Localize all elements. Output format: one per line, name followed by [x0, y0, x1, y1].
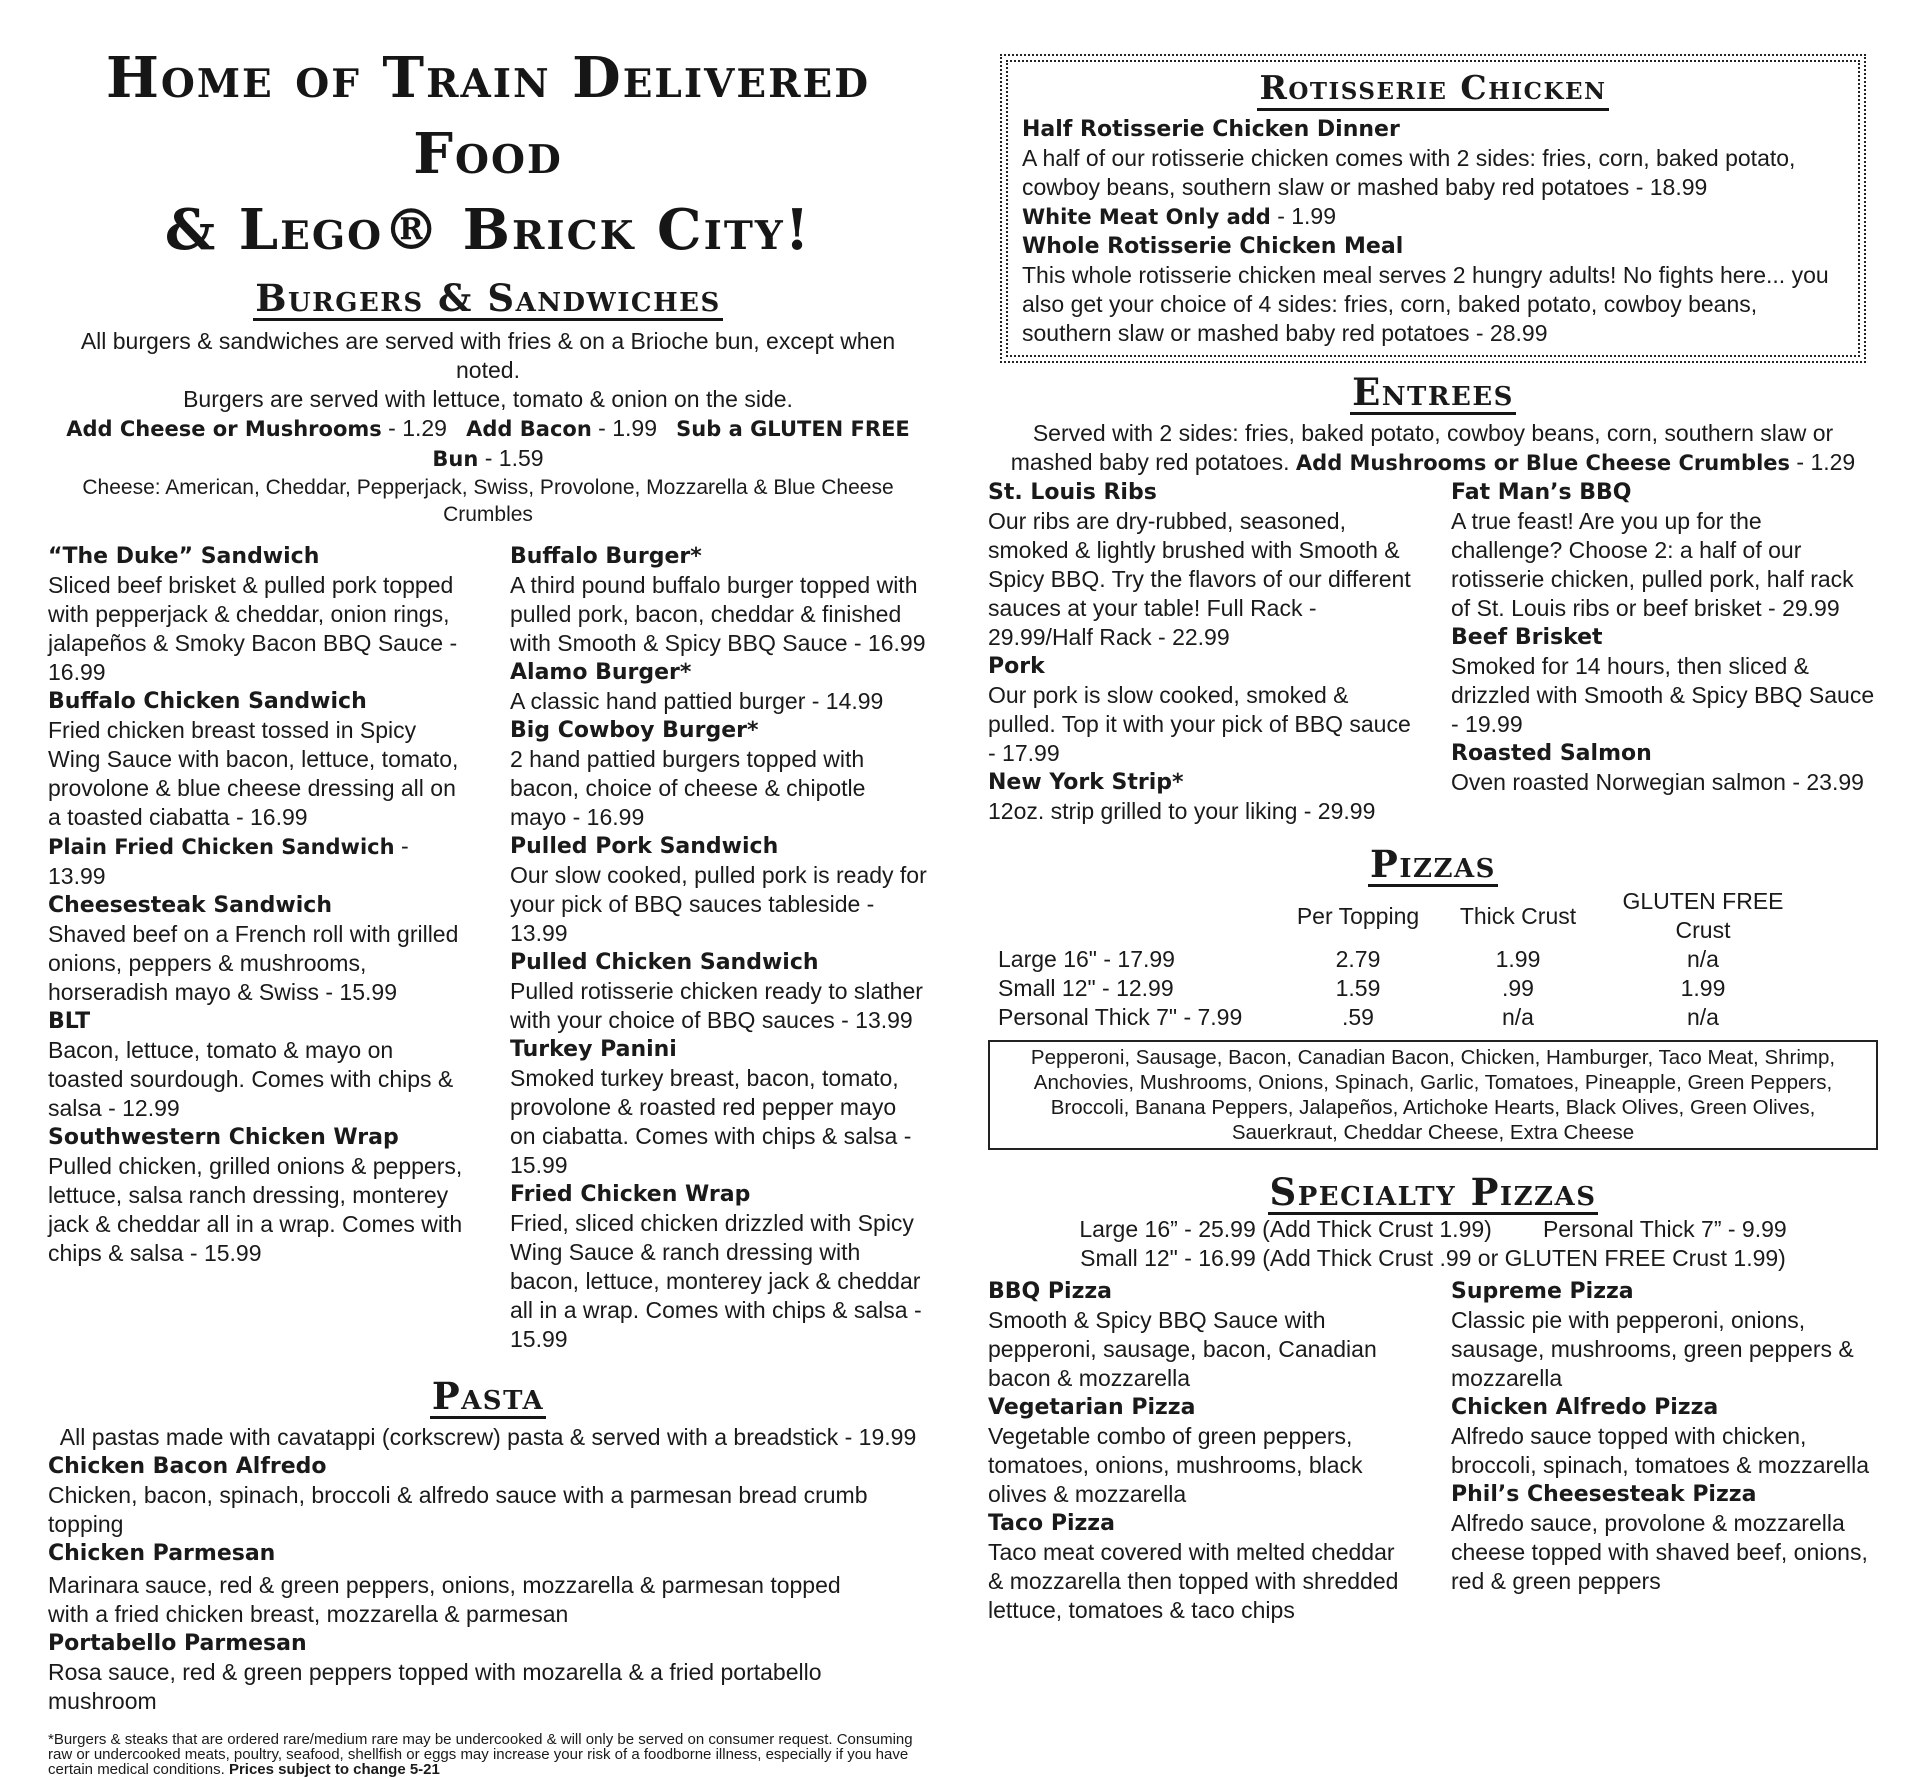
menu-item: [988, 1393, 1415, 1509]
specialty-title: Specialty Pizzas: [1269, 1170, 1597, 1214]
item-desc: Fried, sliced chicken drizzled with Spicy Wing Sauce & ranch dressing with bacon, lettuce, monterey jack & cheddar all in a wrap. Comes with chips & salsa - 15.99: [510, 1210, 922, 1352]
table-header: Per Topping: [1296, 902, 1420, 929]
table-cell: Personal Thick 7" - 7.99: [998, 1004, 1243, 1030]
item-desc: Pulled chicken, grilled onions & peppers, lettuce, salsa ranch dressing, monterey jack & cheddar all in a wrap. Comes with chips & salsa - 15.99: [48, 1153, 463, 1266]
item-name: Fried Chicken Wrap: [510, 1182, 751, 1207]
item-name: Pork: [988, 654, 1045, 679]
entree-list-right: [1443, 478, 1878, 826]
pasta-note: All pastas made with cavatappi (corkscrew) pasta & served with a breadstick - 19.99: [59, 1424, 917, 1450]
burger-list-right: [486, 542, 928, 1354]
rotisserie-box: [1000, 54, 1866, 363]
footnote-text: *Burgers & steaks that are ordered rare/medium rare may be undercooked & will only be served on consumer request. Consuming raw or undercooked meats, poultry, seafood, shellfish or eggs may increase your risk of a foodborne illness, especially if you have certain medical conditions.: [48, 1731, 913, 1778]
item-name: Buffalo Burger*: [510, 544, 702, 569]
specialty-list: [988, 1277, 1878, 1625]
addon-bacon-label: Add Bacon: [466, 417, 592, 441]
item-name: Chicken Parmesan: [48, 1541, 276, 1566]
page-title: [48, 40, 928, 268]
item-desc: Our slow cooked, pulled pork is ready for your pick of BBQ sauces tableside - 13.99: [510, 862, 927, 946]
item-desc: A true feast! Are you up for the challenge? Choose 2: a half of our rotisserie chicken, pulled pork, half rack of St. Louis ribs or beef brisket - 29.99: [1451, 508, 1854, 621]
table-cell: .59: [1342, 1004, 1374, 1030]
item-name: Turkey Panini: [510, 1037, 677, 1062]
item-desc: Our ribs are dry-rubbed, seasoned, smoked & lightly brushed with Smooth & Spicy BBQ. Try the flavors of our different sauces at your table! Full Rack - 29.99/Half Rack - 22.99: [988, 508, 1411, 650]
menu-item: [510, 658, 928, 716]
burger-list: [48, 542, 928, 1354]
title-line-1: Home of Train Delivered Food: [105, 45, 871, 187]
table-row: [998, 1003, 1813, 1032]
menu-item: [988, 1277, 1415, 1393]
item-name: Roasted Salmon: [1451, 741, 1652, 766]
menu-item: [1451, 1480, 1878, 1596]
table-cell: 1.99: [1680, 975, 1726, 1001]
item-name: Pulled Pork Sandwich: [510, 834, 779, 859]
half-chicken-desc: A half of our rotisserie chicken comes with 2 sides: fries, corn, baked potato, cowboy beans, southern slaw or mashed baby red potatoes - 18.99: [1022, 145, 1796, 200]
menu-item: [510, 832, 928, 948]
addon-bacon-price: - 1.99: [591, 415, 657, 441]
item-desc: A third pound buffalo burger topped with pulled pork, bacon, cheddar & finished with Smooth & Spicy BBQ Sauce - 16.99: [510, 572, 926, 656]
item-desc: Taco meat covered with melted cheddar & mozzarella then topped with shredded lettuce, tomatoes & taco chips: [988, 1539, 1399, 1623]
menu-item: [1451, 1277, 1878, 1393]
specialty-sizes-2: Small 12" - 16.99 (Add Thick Crust .99 or GLUTEN FREE Crust 1.99): [1080, 1245, 1786, 1271]
item-name: Phil’s Cheesesteak Pizza: [1451, 1482, 1757, 1507]
table-header: [998, 887, 1273, 945]
item-desc: Alfredo sauce, provolone & mozzarella cheese topped with shaved beef, onions, red & green peppers: [1451, 1510, 1868, 1594]
burgers-addons: [48, 414, 928, 474]
item-desc: Marinara sauce, red & green peppers, onions, mozzarella & parmesan topped with a fried chicken breast, mozzarella & parmesan: [48, 1572, 841, 1627]
item-desc: 12oz. strip grilled to your liking - 29.99: [988, 798, 1376, 824]
menu-item: [988, 1509, 1415, 1625]
menu-item: [510, 948, 928, 1035]
item-name: Pulled Chicken Sandwich: [510, 950, 819, 975]
footnote: [48, 1732, 928, 1777]
item-desc: Pulled rotisserie chicken ready to slather with your choice of BBQ sauces - 13.99: [510, 978, 923, 1033]
menu-item: [48, 1452, 928, 1539]
item-name: “The Duke” Sandwich: [48, 544, 320, 569]
entrees-note-2-text: mashed baby red potatoes.: [1010, 449, 1296, 475]
table-row: [998, 945, 1813, 974]
menu-item: [48, 687, 466, 832]
item-desc: Shaved beef on a French roll with grilled onions, peppers & mushrooms, horseradish mayo & Swiss - 15.99: [48, 921, 459, 1005]
menu-item: [48, 1539, 928, 1629]
prices-note: Prices subject to change 5-21: [228, 1761, 440, 1778]
specialty-list-left: [988, 1277, 1443, 1625]
menu-item: [1451, 739, 1878, 797]
item-desc: Classic pie with pepperoni, onions, sausage, mushrooms, green peppers & mozzarella: [1451, 1307, 1854, 1391]
burgers-note-2: Burgers are served with lettuce, tomato & onion on the side.: [183, 386, 793, 412]
pasta-title: Pasta: [431, 1374, 545, 1418]
table-cell: .99: [1502, 975, 1534, 1001]
menu-item: [48, 1629, 928, 1716]
menu-item: [510, 1035, 928, 1180]
cheese-options: Cheese: American, Cheddar, Pepperjack, Swiss, Provolone, Mozzarella & Blue Cheese Crumbles: [82, 476, 894, 526]
item-name: Portabello Parmesan: [48, 1631, 307, 1656]
item-name: BBQ Pizza: [988, 1279, 1113, 1304]
half-chicken-name: Half Rotisserie Chicken Dinner: [1022, 117, 1400, 142]
table-cell: Small 12" - 12.99: [998, 975, 1174, 1001]
item-name: Cheesesteak Sandwich: [48, 893, 333, 918]
item-desc: Fried chicken breast tossed in Spicy Wing Sauce with bacon, lettuce, tomato, provolone & blue cheese dressing all on a toasted ciabatta - 16.99: [48, 717, 459, 830]
entrees-note-2: [988, 448, 1878, 478]
white-meat-label: White Meat Only add: [1022, 205, 1271, 229]
item-desc: 2 hand pattied burgers topped with bacon, choice of cheese & chipotle mayo - 16.99: [510, 746, 866, 830]
table-cell: n/a: [1687, 946, 1719, 972]
table-header: GLUTEN FREE Crust: [1622, 888, 1784, 943]
burgers-heading: [48, 278, 928, 321]
item-desc: Oven roasted Norwegian salmon - 23.99: [1451, 769, 1864, 795]
item-name: Alamo Burger*: [510, 660, 692, 685]
menu-item: [988, 768, 1415, 826]
item-name: BLT: [48, 1009, 91, 1034]
entrees-addon-price: - 1.29: [1790, 449, 1856, 475]
item-name: Southwestern Chicken Wrap: [48, 1125, 399, 1150]
menu-item: [1451, 1393, 1878, 1480]
specialty-heading: [988, 1172, 1878, 1215]
menu-item: [1451, 623, 1878, 739]
item-name: Chicken Alfredo Pizza: [1451, 1395, 1719, 1420]
item-name: St. Louis Ribs: [988, 480, 1157, 505]
burger-list-left: [48, 542, 486, 1354]
specialty-sizes-1: Large 16” - 25.99 (Add Thick Crust 1.99) Personal Thick 7” - 9.99: [1079, 1216, 1787, 1242]
menu-item: [988, 652, 1415, 768]
item-name: Big Cowboy Burger*: [510, 718, 759, 743]
item-name: Vegetarian Pizza: [988, 1395, 1196, 1420]
item-name: Taco Pizza: [988, 1511, 1115, 1536]
rotisserie-heading: [1022, 68, 1844, 111]
item-desc: Our pork is slow cooked, smoked & pulled. Top it with your pick of BBQ sauce - 17.99: [988, 682, 1411, 766]
addon-cheese-price: - 1.29: [381, 415, 447, 441]
table-header: Thick Crust: [1459, 902, 1577, 929]
whole-chicken-desc: This whole rotisserie chicken meal serves 2 hungry adults! No fights here... you also get your choice of 4 sides: fries, corn, baked potato, cowboy beans, southern slaw or mashed baby red potatoes - 28.99: [1022, 262, 1829, 346]
right-column: [988, 372, 1878, 1625]
pizzas-heading: [988, 844, 1878, 887]
item-name: Supreme Pizza: [1451, 1279, 1634, 1304]
menu-item: [48, 891, 466, 1007]
item-name: Chicken Bacon Alfredo: [48, 1454, 327, 1479]
addon-cheese-label: Add Cheese or Mushrooms: [66, 417, 382, 441]
item-name: Plain Fried Chicken Sandwich: [48, 835, 395, 859]
item-desc: Bacon, lettuce, tomato & mayo on toasted sourdough. Comes with chips & salsa - 12.99: [48, 1037, 454, 1121]
menu-item: [48, 1007, 466, 1123]
addon-gf-price: - 1.59: [478, 445, 544, 471]
table-cell: n/a: [1502, 1004, 1534, 1030]
menu-item: [510, 716, 928, 832]
pasta-list: [48, 1452, 928, 1716]
pasta-heading: [48, 1376, 928, 1419]
item-desc: Smooth & Spicy BBQ Sauce with pepperoni, sausage, bacon, Canadian bacon & mozzarella: [988, 1307, 1377, 1391]
table-cell: n/a: [1687, 1004, 1719, 1030]
item-name: Fat Man’s BBQ: [1451, 480, 1632, 505]
menu-item: [48, 542, 466, 687]
item-desc: Sliced beef brisket & pulled pork topped with pepperjack & cheddar, onion rings, jalapeños & Smoky Bacon BBQ Sauce - 16.99: [48, 572, 458, 685]
item-desc: Rosa sauce, red & green peppers topped with mozarella & a fried portabello mushroom: [48, 1659, 822, 1714]
whole-chicken-name: Whole Rotisserie Chicken Meal: [1022, 234, 1404, 259]
item-price: - 13.99: [48, 833, 409, 889]
entrees-heading: [988, 372, 1878, 415]
left-column: [48, 0, 928, 1777]
table-cell: 2.79: [1335, 946, 1381, 972]
pizza-price-table: [998, 887, 1813, 1032]
menu-item: [988, 478, 1415, 652]
burgers-note-1: All burgers & sandwiches are served with fries & on a Brioche bun, except when noted.: [80, 328, 896, 383]
item-name: New York Strip*: [988, 770, 1184, 795]
pizzas-title: Pizzas: [1370, 842, 1496, 886]
menu-item: [48, 1123, 466, 1268]
specialty-list-right: [1443, 1277, 1878, 1625]
menu-item: [48, 832, 466, 891]
menu-item: [510, 1180, 928, 1354]
entrees-note-1: Served with 2 sides: fries, baked potato, cowboy beans, corn, southern slaw or: [1032, 420, 1834, 446]
entree-list: [988, 478, 1878, 826]
item-desc: A classic hand pattied burger - 14.99: [510, 688, 884, 714]
table-cell: 1.99: [1495, 946, 1541, 972]
white-meat-addon: [1022, 202, 1844, 232]
item-name: Beef Brisket: [1451, 625, 1603, 650]
entree-list-left: [988, 478, 1443, 826]
table-cell: 1.59: [1335, 975, 1381, 1001]
item-desc: Alfredo sauce topped with chicken, broccoli, spinach, tomatoes & mozzarella: [1451, 1423, 1870, 1478]
item-name: Buffalo Chicken Sandwich: [48, 689, 367, 714]
entrees-title: Entrees: [1352, 370, 1514, 414]
title-line-2: & Lego® Brick City!: [164, 197, 812, 263]
menu-item: [1451, 478, 1878, 623]
item-desc: Vegetable combo of green peppers, tomatoes, onions, mushrooms, black olives & mozzarella: [988, 1423, 1363, 1507]
toppings-box: Pepperoni, Sausage, Bacon, Canadian Bacon, Chicken, Hamburger, Taco Meat, Shrimp, Anchovies, Mushrooms, Onions, Spinach, Garlic, Tomatoes, Pineapple, Green Peppers, Broccoli, Banana Peppers, Jalapeños, Artichoke Hearts, Black Olives, Green Olives, Sauerkraut, Cheddar Cheese, Extra Cheese: [988, 1040, 1878, 1150]
addon-gf-label: Sub a GLUTEN FREE Bun: [432, 417, 910, 471]
burgers-title: Burgers & Sandwiches: [255, 276, 721, 320]
rotisserie-title: Rotisserie Chicken: [1257, 68, 1608, 111]
item-desc: Smoked for 14 hours, then sliced & drizzled with Smooth & Spicy BBQ Sauce - 19.99: [1451, 653, 1875, 737]
table-header-row: [998, 887, 1813, 945]
entrees-addon-label: Add Mushrooms or Blue Cheese Crumbles: [1295, 451, 1791, 475]
item-desc: Smoked turkey breast, bacon, tomato, provolone & roasted red pepper mayo on ciabatta. Comes with chips & salsa - 15.99: [510, 1065, 912, 1178]
item-desc: Chicken, bacon, spinach, broccoli & alfredo sauce with a parmesan bread crumb topping: [48, 1482, 868, 1537]
table-row: [998, 974, 1813, 1003]
white-meat-price: - 1.99: [1270, 203, 1337, 229]
menu-item: [510, 542, 928, 658]
table-cell: Large 16" - 17.99: [998, 946, 1175, 972]
